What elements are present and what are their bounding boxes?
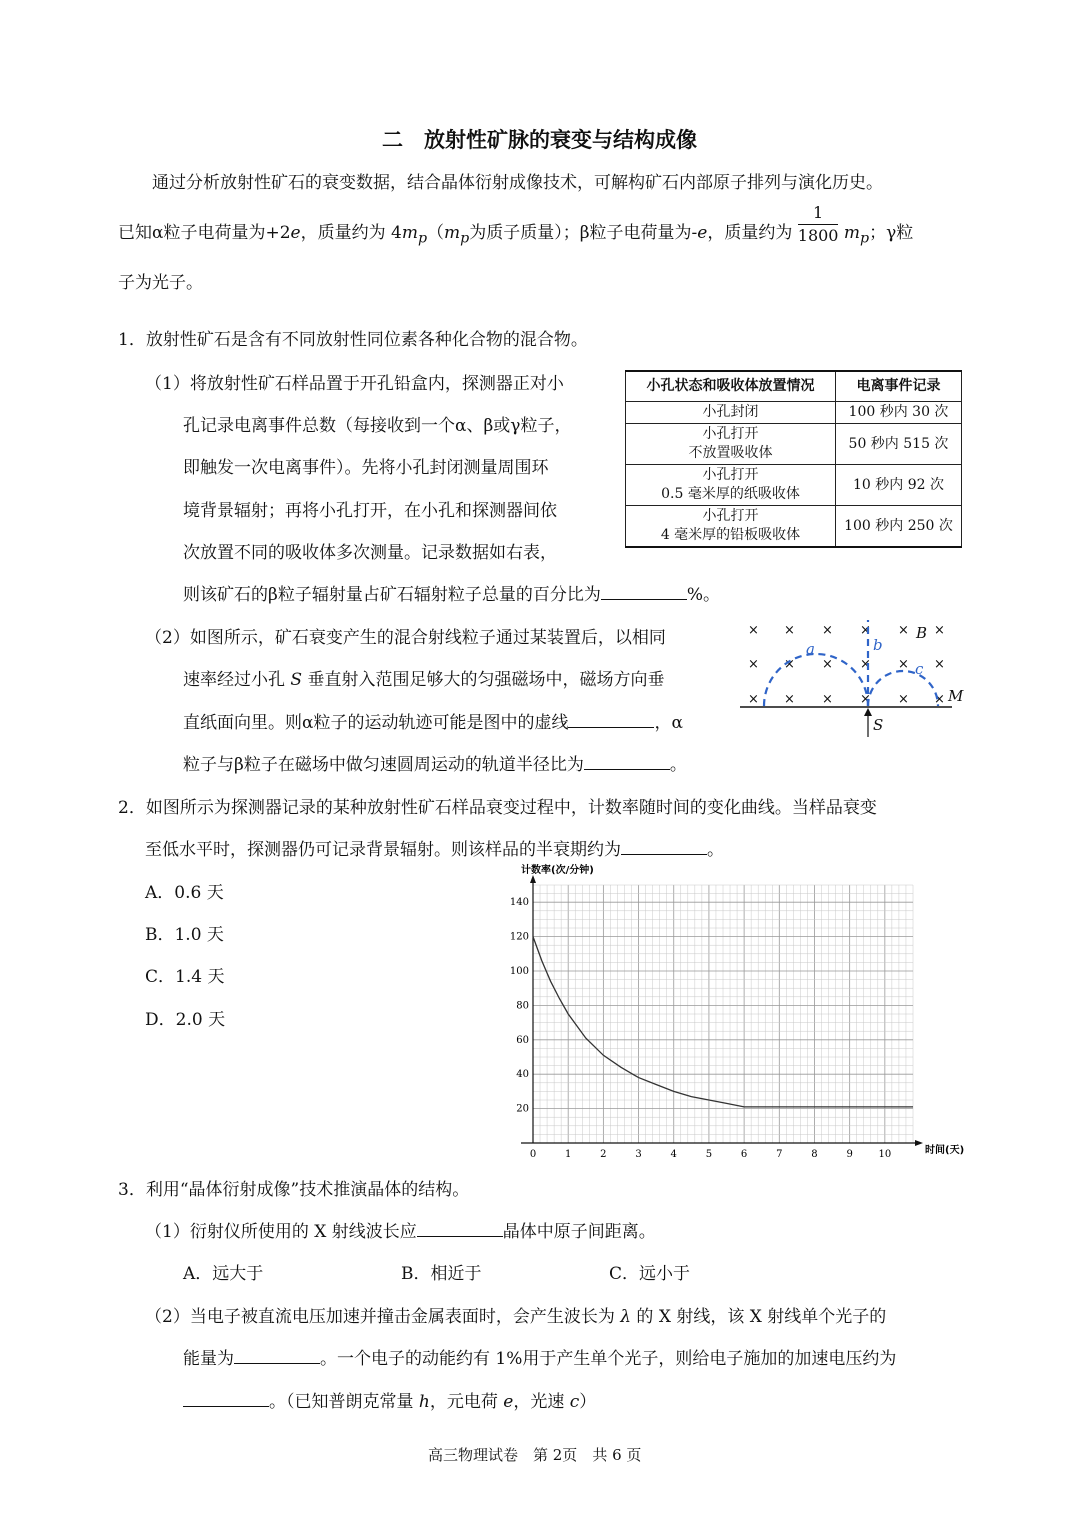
page-footer: 高三物理试卷 第 2页 共 6 页	[428, 1446, 642, 1464]
field-mark: ×	[784, 692, 795, 707]
answer-blank[interactable]	[417, 1220, 503, 1237]
q3-p2-line-3: 。（已知普朗克常量 h，元电荷 e，光速 c）	[183, 1387, 596, 1412]
section-title: 二 放射性矿脉的衰变与结构成像	[382, 128, 697, 152]
q2-option-a[interactable]: A．0.6 天	[145, 883, 224, 903]
q3-p1: （1）衍射仪所使用的 X 射线波长应 晶体中原子间距离。	[145, 1222, 656, 1242]
x-tick-label: 4	[670, 1149, 677, 1160]
x-tick-label: 3	[635, 1149, 642, 1160]
answer-blank[interactable]	[183, 1390, 269, 1407]
q3-p2-line-2: 能量为 。一个电子的动能约有 1%用于产生单个光子，则给电子施加的加速电压约为	[183, 1349, 897, 1369]
x-tick-label: 6	[740, 1149, 748, 1160]
field-mark: ×	[934, 657, 945, 672]
answer-blank[interactable]	[621, 838, 707, 855]
table-cell: 小孔打开	[702, 426, 759, 442]
x-tick-label: 9	[846, 1149, 853, 1160]
x-tick-label: 2	[600, 1149, 607, 1160]
q3-option-b[interactable]: B．相近于	[401, 1264, 482, 1284]
q2-line-1: 2．如图所示为探测器记录的某种放射性矿石样品衰变过程中，计数率随时间的变化曲线。当样品衰变	[118, 798, 877, 818]
field-mark: ×	[822, 657, 833, 672]
table-cell: 不放置吸收体	[688, 445, 773, 461]
table-cell: 小孔打开	[702, 467, 759, 483]
table-header: 电离事件记录	[836, 371, 962, 402]
q3-stem: 3．利用“晶体衍射成像”技术推演晶体的结构。	[118, 1180, 470, 1200]
label-c: c	[915, 660, 924, 678]
y-axis-label: 计数率(次/分钟)	[521, 865, 594, 876]
table-row	[626, 424, 962, 465]
y-tick-label: 80	[516, 1000, 529, 1012]
field-mark: ×	[898, 657, 909, 672]
field-mark: ×	[860, 623, 871, 638]
field-mark: ×	[822, 692, 833, 707]
answer-blank[interactable]	[601, 583, 687, 600]
answer-blank[interactable]	[234, 1347, 320, 1364]
q1-p2-line-2: 速率经过小孔 S 垂直射入范围足够大的匀强磁场中，磁场方向垂	[183, 670, 665, 690]
table-cell: 0.5 毫米厚的纸吸收体	[661, 486, 800, 502]
y-tick-label: 40	[516, 1069, 529, 1081]
q2-option-c[interactable]: C．1.4 天	[145, 967, 225, 987]
table-row	[626, 402, 962, 424]
table-cell: 小孔打开	[702, 508, 759, 524]
q1-p2-line-3: 直纸面向里。则α粒子的运动轨迹可能是图中的虚线 ，α	[183, 713, 683, 733]
intro-line-3: 子为光子。	[118, 273, 203, 293]
ionization-table	[625, 370, 962, 548]
field-mark: ×	[898, 692, 909, 707]
table-header: 小孔状态和吸收体放置情况	[626, 371, 836, 402]
q2-option-d[interactable]: D．2.0 天	[145, 1010, 226, 1030]
y-tick-label: 60	[516, 1034, 529, 1046]
q1-p1-line: 境背景辐射；再将小孔打开，在小孔和探测器间依	[183, 501, 557, 521]
intro-line-2: 已知α粒子电荷量为+2e，质量约为 $4m_p(m_p$为质子质量）；β粒子电荷量为-e，质量约为 $\frac{1}{1800}$ $m_p$；γ粒	[118, 203, 914, 247]
field-mark: ×	[822, 623, 833, 638]
x-tick-label: 5	[705, 1149, 713, 1160]
table-row	[626, 465, 962, 506]
field-mark: ×	[934, 623, 945, 638]
arrow-head-icon	[864, 708, 872, 716]
table-cell: 50 秒内 515 次	[836, 424, 962, 465]
table-cell: 100 秒内 250 次	[836, 506, 962, 548]
label-M: M	[948, 687, 964, 705]
field-mark: ×	[898, 623, 909, 638]
x-tick-label: 8	[811, 1149, 818, 1160]
x-tick-label: 1	[564, 1149, 572, 1160]
q1-p1-line: 即触发一次电离事件）。先将小孔封闭测量周围环	[183, 458, 549, 478]
table-cell: 100 秒内 30 次	[836, 402, 962, 424]
label-a: a	[806, 640, 815, 658]
q2-option-b[interactable]: B．1.0 天	[145, 925, 224, 945]
answer-blank[interactable]	[568, 711, 654, 728]
track-a	[764, 654, 868, 706]
magnetic-field-figure	[738, 612, 970, 740]
q2-line-2: 至低水平时，探测器仍可记录背景辐射。则该样品的半衰期约为 。	[145, 840, 724, 860]
x-tick-label: 10	[878, 1149, 892, 1160]
field-mark: ×	[748, 692, 759, 707]
intro-line-1: 通过分析放射性矿石的衰变数据，结合晶体衍射成像技术，可解构矿石内部原子排列与演化历史。	[152, 173, 883, 193]
x-axis-arrow-icon	[915, 1140, 923, 1146]
table-row	[626, 506, 962, 548]
label-B: B	[916, 624, 928, 642]
y-tick-label: 100	[509, 966, 529, 977]
table-cell: 4 毫米厚的铅板吸收体	[660, 527, 801, 543]
field-mark: ×	[860, 657, 871, 672]
q1-p2-line-1: （2）如图所示，矿石衰变产生的混合射线粒子通过某装置后，以相同	[145, 628, 666, 648]
y-tick-label: 120	[509, 931, 529, 943]
y-tick-label: 20	[516, 1103, 529, 1115]
x-axis-label: 时间(天)	[925, 1145, 965, 1156]
q1-p1-last: 则该矿石的β粒子辐射量占矿石辐射粒子总量的百分比为 %。	[183, 585, 720, 605]
q1-stem: 1．放射性矿石是含有不同放射性同位素各种化合物的混合物。	[118, 330, 588, 350]
q1-p1-line: 次放置不同的吸收体多次测量。记录数据如右表，	[183, 543, 557, 563]
decay-chart	[505, 860, 965, 1160]
field-mark: ×	[784, 657, 795, 672]
field-mark: ×	[748, 623, 759, 638]
table-cell: 小孔封闭	[702, 404, 759, 420]
label-S: S	[873, 716, 884, 734]
q1-p1-line: 孔记录电离事件总数（每接收到一个α、β或γ粒子，	[183, 416, 572, 436]
q3-p2-line-1: （2）当电子被直流电压加速并撞击金属表面时，会产生波长为 λ 的 X 射线，该 X 射线单个光子的	[145, 1307, 887, 1327]
q3-option-c[interactable]: C．远小于	[609, 1264, 691, 1284]
table-cell: 10 秒内 92 次	[836, 465, 962, 506]
q1-p2-line-4: 粒子与β粒子在磁场中做匀速圆周运动的轨道半径比为 。	[183, 755, 687, 775]
q1-p1-line: （1）将放射性矿石样品置于开孔铅盒内，探测器正对小	[145, 374, 564, 394]
answer-blank[interactable]	[584, 753, 670, 770]
field-mark: ×	[784, 623, 795, 638]
x-tick-label: 7	[776, 1149, 783, 1160]
q3-option-a[interactable]: A．远大于	[183, 1264, 264, 1284]
field-mark: ×	[934, 692, 945, 707]
field-mark: ×	[860, 692, 871, 707]
label-b: b	[873, 636, 883, 654]
field-mark: ×	[748, 657, 759, 672]
mass-fraction: $\frac{1}{1800}$	[797, 203, 839, 245]
y-axis-arrow-icon	[530, 875, 536, 883]
y-tick-label: 140	[509, 897, 529, 909]
x-tick-label: 0	[529, 1149, 537, 1160]
